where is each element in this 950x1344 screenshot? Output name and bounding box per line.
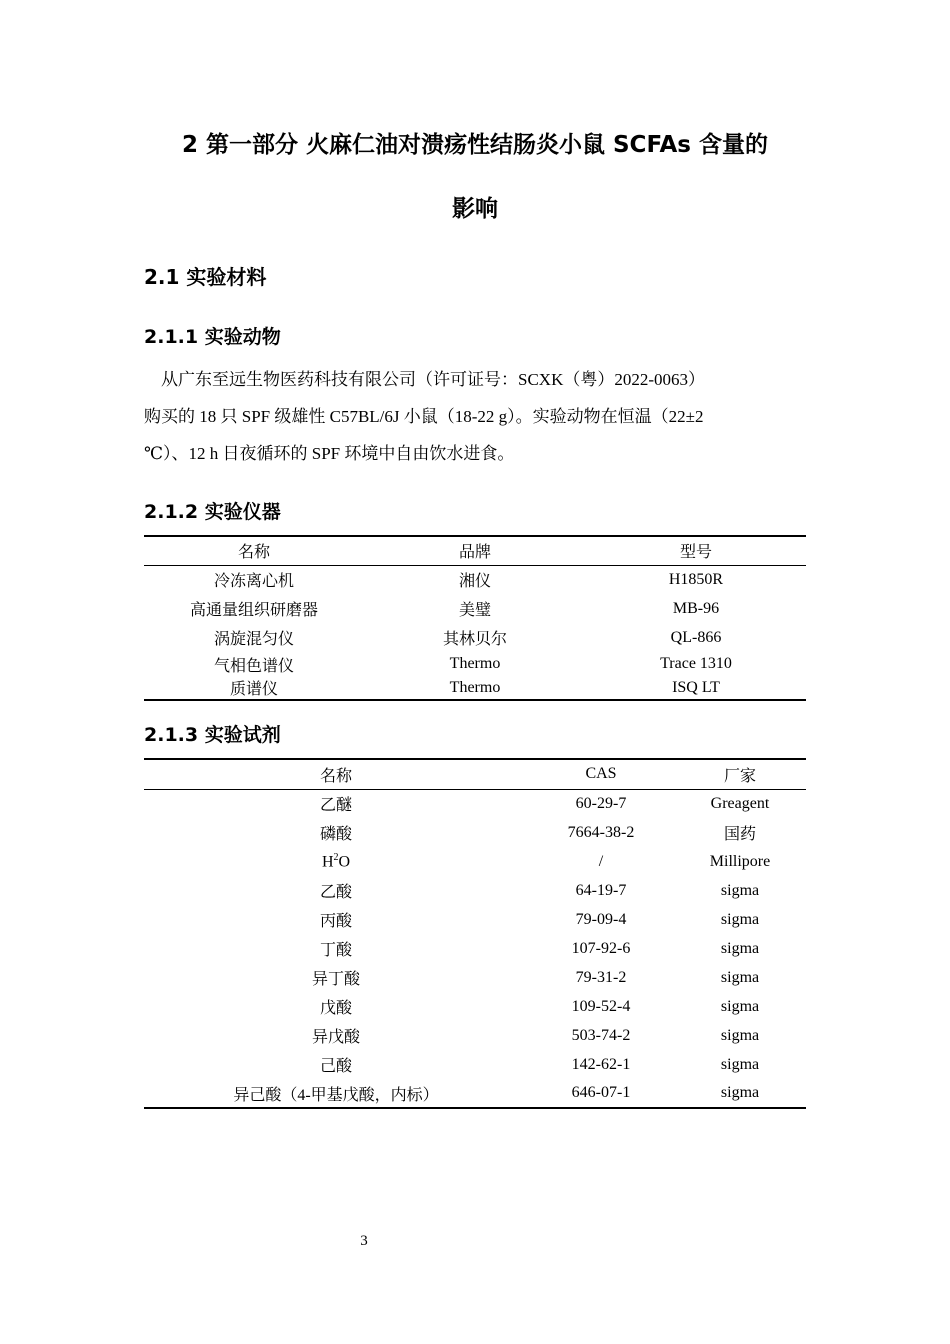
- reagent-name: 戊酸: [319, 1000, 352, 1017]
- instrument-model: MB-96: [672, 599, 720, 617]
- reagent-manufacturer: sigma: [720, 1026, 760, 1044]
- reagent-cas: 79-31-2: [575, 968, 627, 986]
- chapter-title-continued: 影响: [452, 196, 498, 222]
- table-row: [144, 818, 806, 847]
- formula-tail: O: [338, 853, 351, 871]
- reagent-cas: 60-29-7: [575, 794, 627, 812]
- instrument-brand: 其林贝尔: [442, 631, 507, 648]
- subsection-heading-animals: 2.1.1 实验动物: [144, 326, 281, 348]
- reagent-cas: 64-19-7: [575, 881, 627, 899]
- reagent-name: 丙酸: [319, 913, 352, 930]
- reagent-cas: 503-74-2: [571, 1026, 631, 1044]
- reagent-cas: 142-62-1: [571, 1055, 631, 1073]
- reagent-name: 异己酸（4-甲基戊酸，内标）: [233, 1086, 439, 1104]
- animals-paragraph: [144, 361, 806, 472]
- instrument-name: 冷冻离心机: [213, 573, 294, 591]
- reagent-manufacturer: sigma: [720, 881, 760, 899]
- animals-line-1: 从广东至远生物医药科技有限公司（许可证号：SCXK（粤）2022-0063）: [144, 370, 706, 389]
- reagent-cas: 646-07-1: [571, 1084, 631, 1101]
- reagents-table: [144, 758, 806, 1109]
- reagent-name: 乙酸: [319, 884, 352, 901]
- chapter-title: 2 第一部分 火麻仁油对溃疡性结肠炎小鼠 SCFAs 含量的: [181, 132, 769, 158]
- reagent-manufacturer: Millipore: [709, 852, 771, 870]
- table-row: [144, 594, 806, 623]
- instrument-model: QL-866: [670, 628, 722, 646]
- table-row: [144, 934, 806, 963]
- instrument-model: Trace 1310: [660, 655, 732, 672]
- reagent-name: [144, 847, 528, 876]
- table-row: [144, 676, 806, 700]
- reagent-name: 异丁酸: [311, 971, 360, 988]
- instrument-brand: 美璧: [458, 602, 491, 619]
- reagent-cas: 7664-38-2: [567, 823, 635, 841]
- column-header-brand: 品牌: [364, 536, 586, 565]
- reagent-name: 磷酸: [319, 826, 352, 843]
- section-heading-materials: 2.1 实验材料: [144, 265, 267, 289]
- subsection-heading-instruments: 2.1.2 实验仪器: [144, 501, 281, 523]
- table-row: [144, 1021, 806, 1050]
- reagent-cas: /: [598, 852, 604, 870]
- table-row: [144, 652, 806, 676]
- column-header-name: 名称: [144, 536, 364, 565]
- reagent-name: 异戊酸: [311, 1029, 360, 1046]
- instrument-name: 涡旋混匀仪: [213, 631, 294, 648]
- reagent-manufacturer: sigma: [720, 968, 760, 986]
- column-header-manufacturer: 厂家: [674, 759, 806, 789]
- table-row: [144, 565, 806, 594]
- table-header-row: [144, 536, 806, 565]
- table-row: [144, 905, 806, 934]
- table-row: [144, 876, 806, 905]
- instrument-brand: 湘仪: [458, 573, 491, 591]
- reagent-manufacturer: sigma: [720, 939, 760, 957]
- table-row: [144, 992, 806, 1021]
- subsection-heading-reagents: 2.1.3 实验试剂: [144, 724, 281, 746]
- reagent-manufacturer: sigma: [720, 997, 760, 1015]
- instrument-name: 高通量组织研磨器: [189, 602, 318, 619]
- instrument-brand: Thermo: [449, 678, 501, 696]
- instrument-name: 气相色谱仪: [213, 657, 294, 675]
- reagent-manufacturer: 国药: [723, 826, 756, 843]
- table-row: [144, 623, 806, 652]
- animals-line-2: 购买的 18 只 SPF 级雄性 C57BL/6J 小鼠（18-22 g）。实验动物在恒温（22±2: [144, 407, 704, 426]
- reagent-name: 丁酸: [319, 942, 352, 959]
- instrument-name: 质谱仪: [229, 681, 278, 698]
- column-header-name: 名称: [144, 759, 528, 789]
- reagent-manufacturer: Greagent: [710, 794, 770, 812]
- reagent-cas: 79-09-4: [575, 910, 627, 928]
- reagent-manufacturer: sigma: [720, 910, 760, 928]
- formula-superscript: 2: [333, 851, 339, 863]
- page-number: 3: [360, 1233, 368, 1249]
- table-row: [144, 1050, 806, 1079]
- formula-base: H: [321, 853, 334, 871]
- instruments-table: [144, 535, 806, 701]
- reagent-name: 己酸: [319, 1058, 352, 1075]
- table-row: [144, 1079, 806, 1108]
- reagent-cas: 109-52-4: [571, 997, 631, 1015]
- table-row: [144, 963, 806, 992]
- table-row: [144, 789, 806, 818]
- table-header-row: [144, 759, 806, 789]
- instrument-brand: Thermo: [449, 655, 501, 672]
- reagent-manufacturer: sigma: [720, 1084, 760, 1101]
- table-row: [144, 847, 806, 876]
- column-header-cas: CAS: [528, 759, 674, 789]
- column-header-model: 型号: [586, 536, 806, 565]
- instrument-model: ISQ LT: [672, 678, 720, 696]
- animals-line-3: ℃）、12 h 日夜循环的 SPF 环境中自由饮水进食。: [144, 444, 515, 463]
- instrument-model: H1850R: [668, 570, 724, 588]
- reagent-manufacturer: sigma: [720, 1055, 760, 1073]
- reagent-cas: 107-92-6: [571, 939, 631, 957]
- reagent-name: 乙醚: [319, 797, 352, 815]
